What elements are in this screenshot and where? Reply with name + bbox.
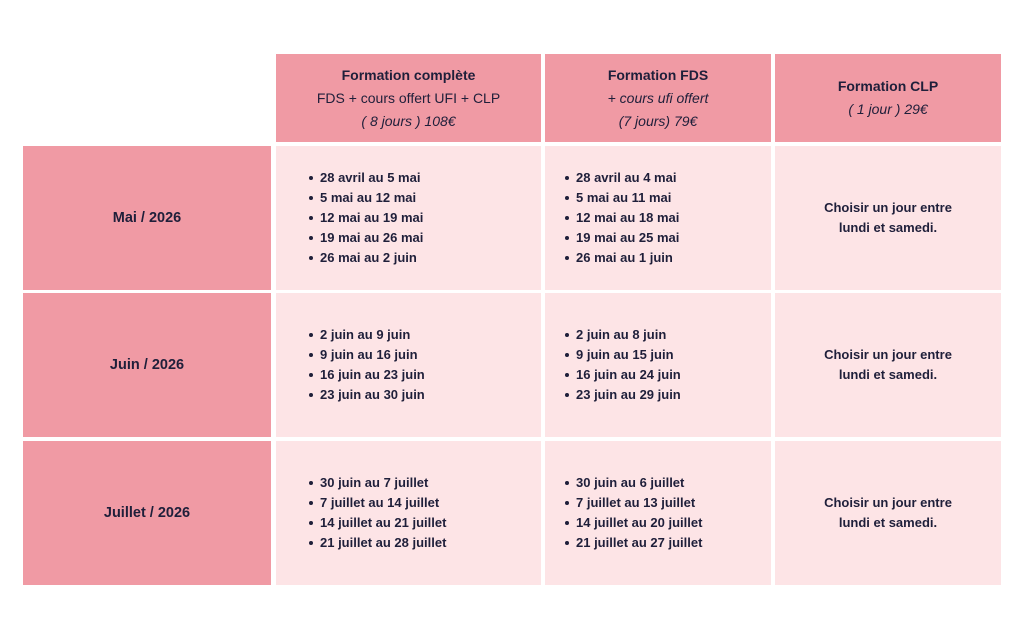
list-item: 7 juillet au 14 juillet [309,493,446,513]
list-item: 23 juin au 30 juin [309,385,425,405]
cell-fds-mai [545,146,771,290]
list-item: 19 mai au 25 mai [565,228,679,248]
header-formation-fds [545,54,771,142]
header-formation-clp [775,54,1001,142]
list-item: 16 juin au 24 juin [565,365,681,385]
header-clp-title: Formation CLP [837,78,939,94]
list-item: 30 juin au 7 juillet [309,473,446,493]
header-fds-price: (7 jours) 79€ [618,112,698,129]
header-fds-subtitle: + cours ufi offert [607,89,709,106]
date-list [545,168,679,268]
date-list [276,473,446,553]
list-item: 9 juin au 15 juin [565,345,681,365]
list-item: 12 mai au 19 mai [309,208,423,228]
cell-clp-juillet [775,441,1001,585]
list-item: 28 avril au 4 mai [565,168,679,188]
list-item: 19 mai au 26 mai [309,228,423,248]
clp-text-line: lundi et samedi. [838,367,938,382]
date-list [545,325,681,405]
list-item: 21 juillet au 27 juillet [565,533,702,553]
header-complete-title: Formation complète [341,66,476,83]
row-label-text: Mai / 2026 [112,210,182,226]
clp-text-line: lundi et samedi. [838,515,938,530]
row-label-juillet [23,441,271,585]
row-label-text: Juillet / 2026 [103,505,191,521]
list-item: 9 juin au 16 juin [309,345,425,365]
cell-complete-juillet [276,441,541,585]
list-item: 5 mai au 12 mai [309,188,423,208]
list-item: 28 avril au 5 mai [309,168,423,188]
header-complete-price: ( 8 jours ) 108€ [361,112,456,129]
cell-fds-juin [545,293,771,437]
cell-fds-juillet [545,441,771,585]
list-item: 2 juin au 9 juin [309,325,425,345]
list-item: 14 juillet au 20 juillet [565,513,702,533]
date-list [545,473,702,553]
list-item: 26 mai au 2 juin [309,248,423,268]
list-item: 30 juin au 6 juillet [565,473,702,493]
list-item: 16 juin au 23 juin [309,365,425,385]
header-complete-subtitle: FDS + cours offert UFI + CLP [316,89,501,106]
list-item: 26 mai au 1 juin [565,248,679,268]
header-fds-title: Formation FDS [607,66,709,83]
date-list [276,168,423,268]
list-item: 21 juillet au 28 juillet [309,533,446,553]
header-clp-price: ( 1 jour ) 29€ [848,101,928,117]
list-item: 14 juillet au 21 juillet [309,513,446,533]
cell-clp-mai [775,146,1001,290]
clp-text-line: Choisir un jour entre [824,347,952,362]
cell-complete-juin [276,293,541,437]
row-label-juin [23,293,271,437]
header-formation-complete [276,54,541,142]
clp-text-line: Choisir un jour entre [824,200,952,215]
clp-text-line: lundi et samedi. [838,220,938,235]
list-item: 23 juin au 29 juin [565,385,681,405]
row-label-mai [23,146,271,290]
list-item: 5 mai au 11 mai [565,188,679,208]
list-item: 12 mai au 18 mai [565,208,679,228]
clp-text-line: Choisir un jour entre [824,495,952,510]
list-item: 2 juin au 8 juin [565,325,681,345]
cell-complete-mai [276,146,541,290]
row-label-text: Juin / 2026 [109,357,185,373]
list-item: 7 juillet au 13 juillet [565,493,702,513]
cell-clp-juin [775,293,1001,437]
date-list [276,325,425,405]
